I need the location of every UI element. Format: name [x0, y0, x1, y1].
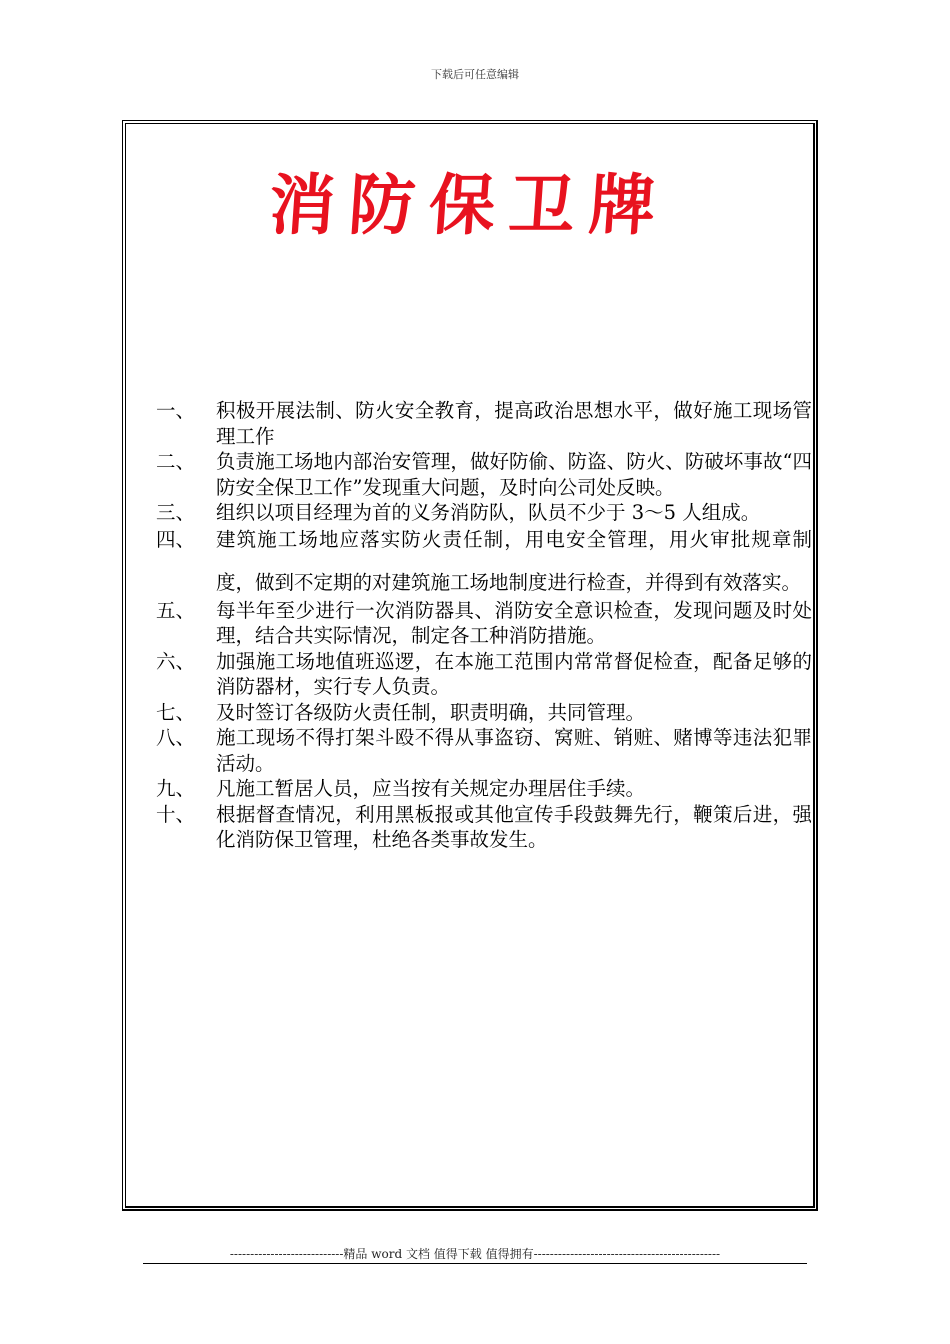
rule-number: 八、	[156, 726, 196, 749]
notice-board-frame	[122, 120, 818, 1211]
rule-number: 六、	[156, 649, 196, 673]
rule-text: 凡施工暂居人员，应当按有关规定办理居住手续。	[216, 777, 646, 800]
rule-item	[156, 398, 812, 449]
footer-note: ----------------------------精品 word 文档 值得下载 值得拥有----------------------------------------------	[229, 1247, 721, 1261]
rule-number: 三、	[156, 501, 196, 524]
rule-number: 十、	[156, 802, 196, 826]
rules-list	[156, 398, 812, 853]
board-title: 消防保卫牌	[266, 167, 672, 244]
rule-item	[156, 700, 812, 726]
header-note: 下载后可任意编辑	[431, 68, 519, 81]
rule-number: 五、	[156, 598, 196, 622]
rule-number: 四、	[156, 527, 196, 551]
rule-item	[156, 776, 812, 802]
rule-item	[156, 725, 812, 776]
rule-text: 建筑施工场地应落实防火责任制，用电安全管理，用火审批规章制度，做到不定期的对建筑施工场地制度进行检查，并得到有效落实。	[216, 527, 812, 594]
rule-item	[156, 649, 812, 700]
rule-text: 根据督查情况，利用黑板报或其他宣传手段鼓舞先行，鞭策后进，强化消防保卫管理，杜绝各类事故发生。	[216, 802, 812, 851]
rule-text: 每半年至少进行一次消防器具、消防安全意识检查，发现问题及时处理，结合共实际情况，制定各工种消防措施。	[216, 598, 812, 647]
rule-number: 二、	[156, 450, 196, 473]
rule-number: 一、	[156, 399, 196, 422]
rule-text: 积极开展法制、防火安全教育，提高政治思想水平，做好施工现场管理工作	[216, 399, 812, 448]
rule-number: 九、	[156, 777, 196, 800]
rule-number: 七、	[156, 700, 196, 724]
rule-item	[156, 518, 812, 604]
rule-item	[156, 802, 812, 853]
rule-item	[156, 449, 812, 500]
rule-text: 加强施工场地值班巡逻，在本施工范围内常常督促检查，配备足够的消防器材，实行专人负责。	[216, 649, 812, 698]
rule-text: 及时签订各级防火责任制，职责明确，共同管理。	[216, 700, 646, 724]
rule-item	[156, 598, 812, 649]
rule-text: 组织以项目经理为首的义务消防队，队员不少于 3～5 人组成。	[216, 501, 761, 524]
rule-text: 施工现场不得打架斗殴不得从事盗窃、窝赃、销赃、赌博等违法犯罪活动。	[216, 726, 812, 775]
footer-divider	[143, 1263, 807, 1264]
rule-text: 负责施工场地内部治安管理，做好防偷、防盗、防火、防破坏事故“四防安全保卫工作”发现重大问题，及时向公司处反映。	[216, 450, 812, 499]
